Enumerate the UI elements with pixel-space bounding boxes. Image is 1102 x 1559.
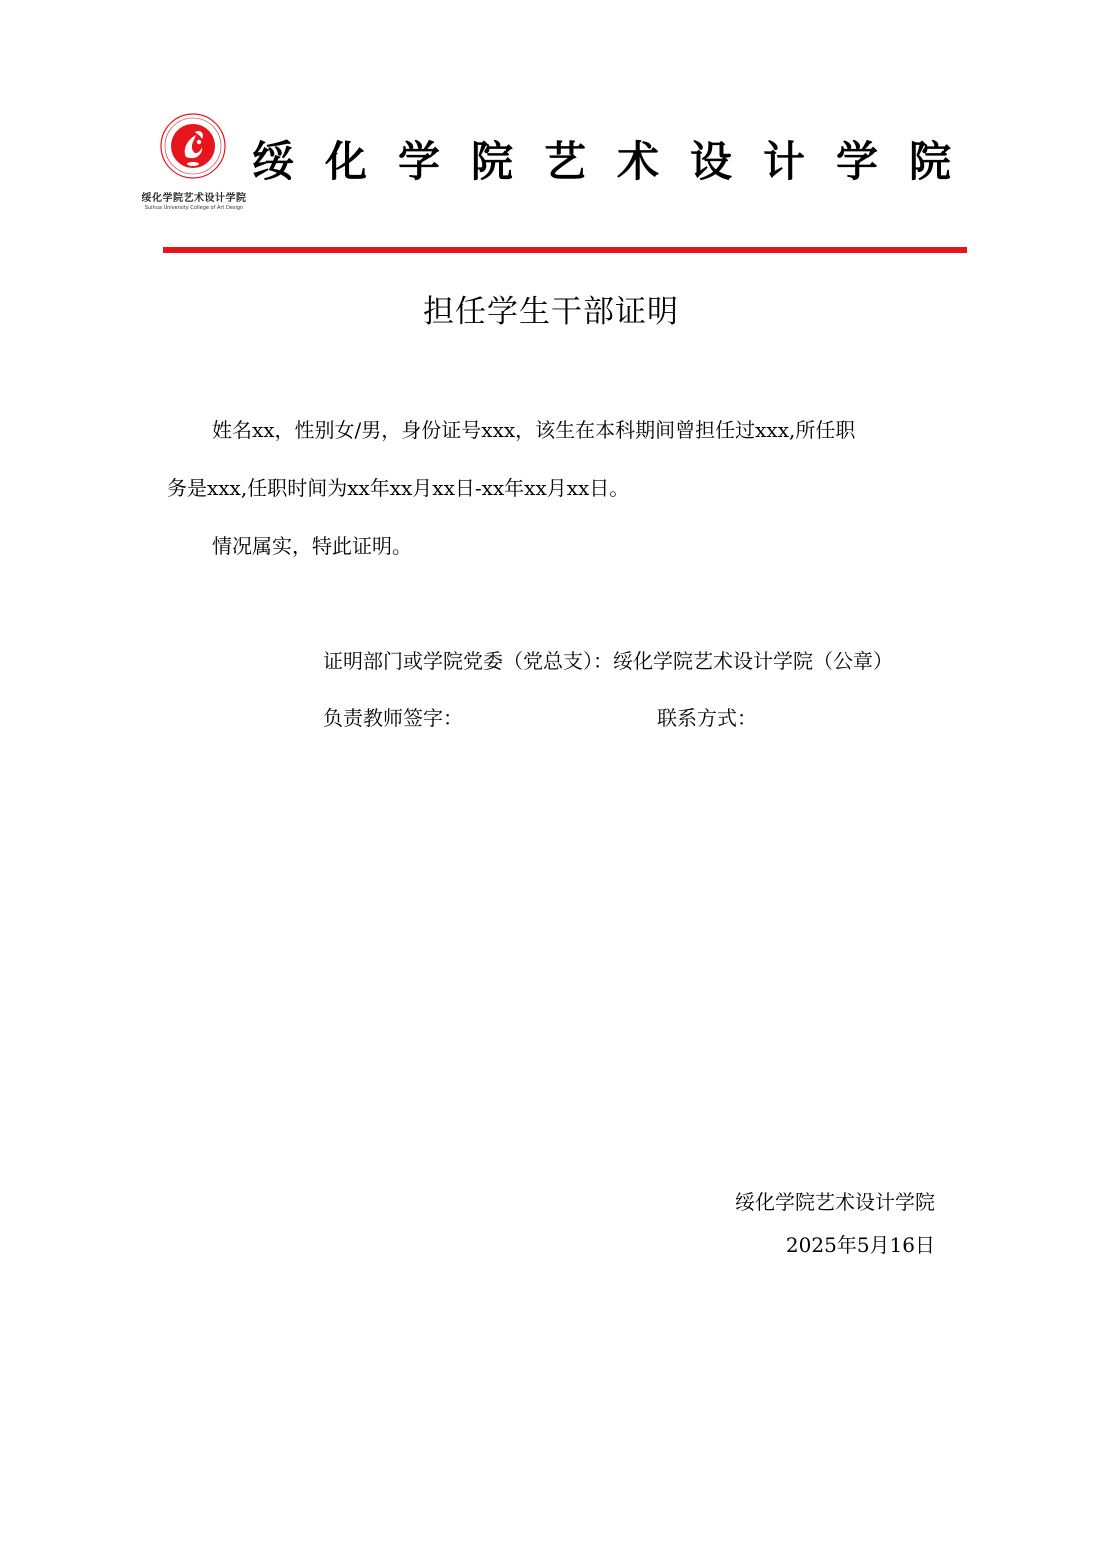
body-line-3: 情况属实，特此证明。 — [212, 534, 412, 558]
footer-organization: 绥化学院艺术设计学院 — [735, 1190, 935, 1214]
contact-label: 联系方式： — [657, 706, 757, 730]
college-emblem-icon — [160, 113, 226, 179]
footer-date: 2025年5月16日 — [785, 1233, 935, 1257]
document-title: 担任学生干部证明 — [423, 294, 679, 330]
college-logo — [138, 113, 250, 217]
teacher-signature-label: 负责教师签字： — [323, 706, 463, 730]
institution-name-heading: 绥化学院艺术设计学院 — [252, 137, 983, 186]
logo-caption-cn: 绥化学院艺术设计学院 — [141, 193, 247, 204]
body-line-2: 务是xxx,任职时间为xx年xx月xx日-xx年xx月xx日。 — [167, 476, 630, 500]
certifying-department: 证明部门或学院党委（党总支）：绥化学院艺术设计学院（公章） — [323, 649, 893, 673]
body-line-1: 姓名xx，性别女/男，身份证号xxx，该生在本科期间曾担任过xxx,所任职 — [212, 418, 856, 442]
logo-caption-en: Suihua University College of Art Design — [144, 205, 244, 211]
header-divider — [163, 247, 967, 253]
